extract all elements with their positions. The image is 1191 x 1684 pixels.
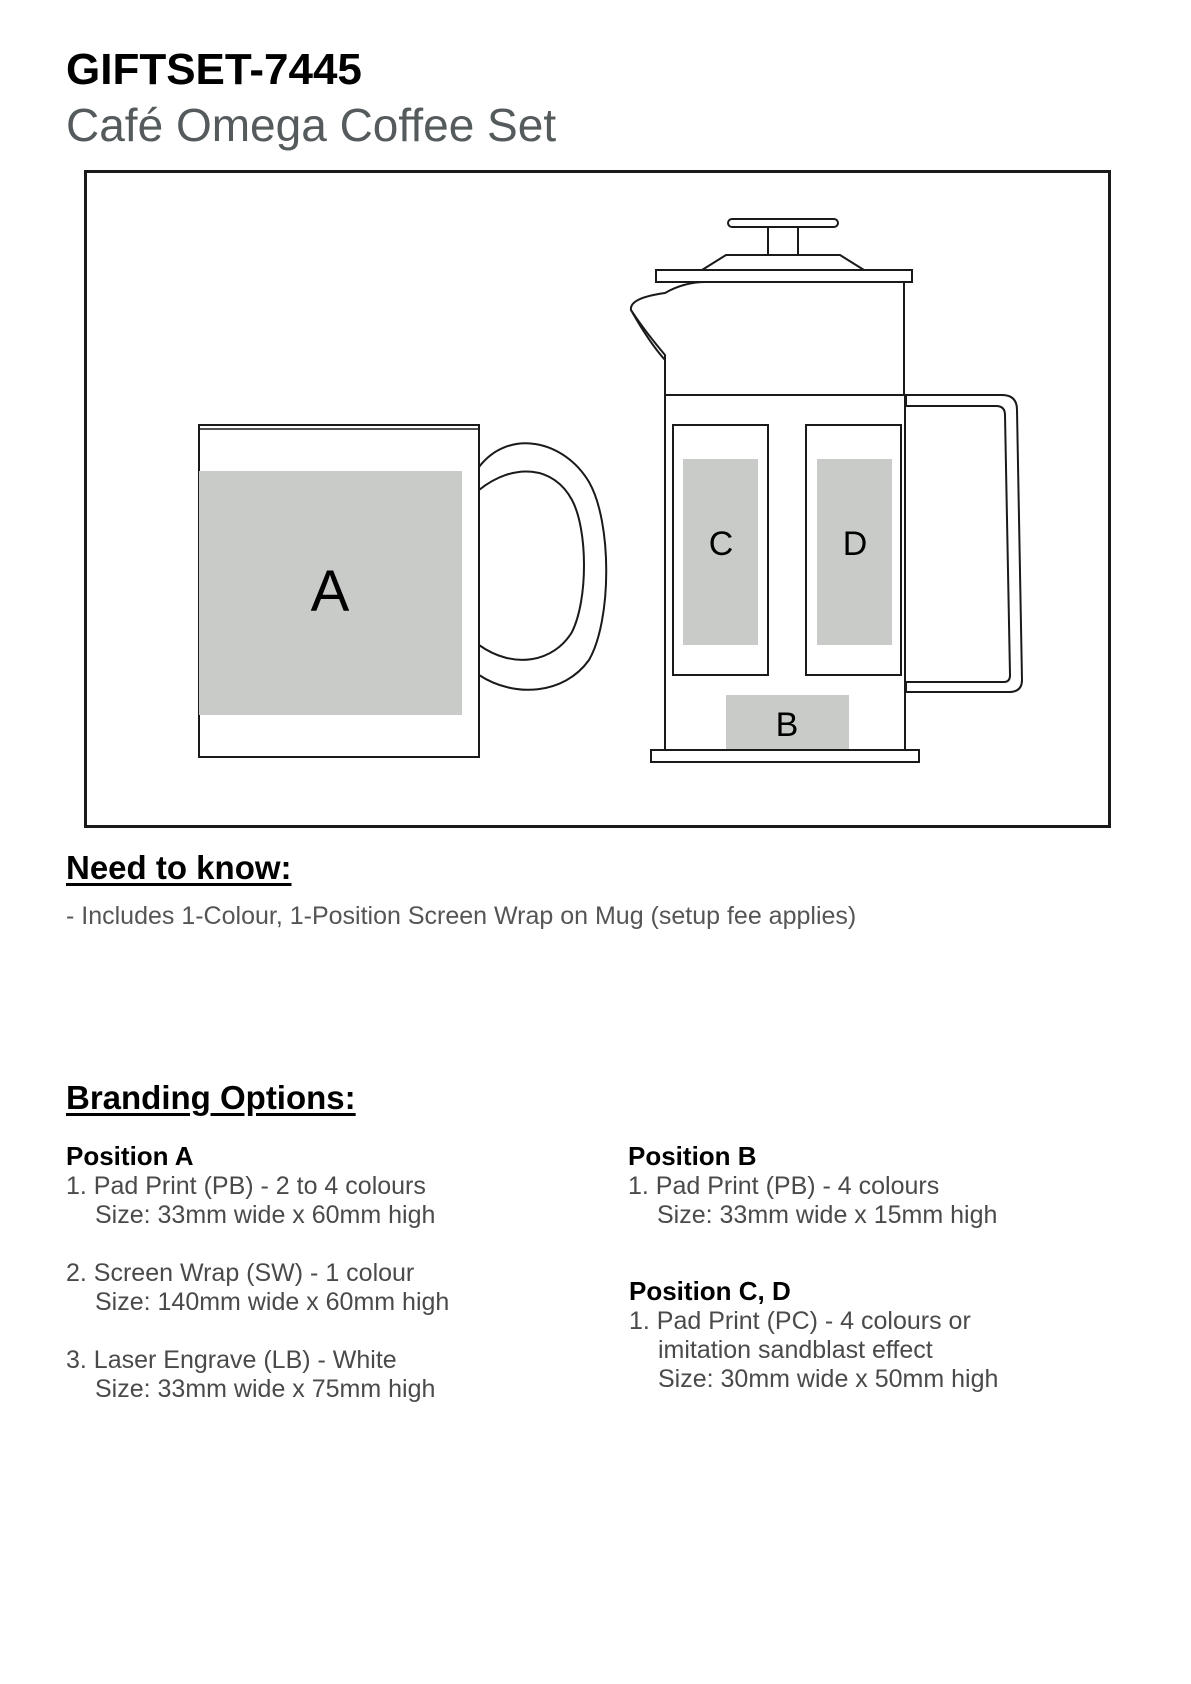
option-size: Size: 30mm wide x 50mm high [658,1365,999,1393]
position-a-option-1 [66,1172,435,1230]
need-to-know-heading: Need to know: [66,849,292,886]
option-extra: imitation sandblast effect [658,1336,933,1364]
position-b-option-1 [628,1172,997,1230]
position-a-option-2 [66,1259,449,1317]
label-b: B [775,706,799,744]
position-cd-option-1 [629,1307,998,1394]
option-method: 2. Screen Wrap (SW) - 1 colour [66,1259,415,1287]
label-d: D [842,525,868,563]
product-name: Café Omega Coffee Set [66,99,557,151]
need-to-know-item: - Includes 1-Colour, 1-Position Screen Wrap on Mug (setup fee applies) [66,902,857,930]
option-method: 3. Laser Engrave (LB) - White [66,1346,397,1374]
position-b-title: Position B [628,1141,757,1171]
option-size: Size: 33mm wide x 75mm high [95,1375,436,1403]
branding-diagram [84,170,1111,828]
plunger-knob [728,219,838,227]
press-base [651,750,919,762]
option-method: 1. Pad Print (PB) - 2 to 4 colours [66,1172,426,1200]
position-a-title: Position A [66,1141,194,1171]
label-a: A [310,559,350,624]
position-a-option-3 [66,1346,435,1404]
option-size: Size: 140mm wide x 60mm high [95,1288,450,1316]
option-size: Size: 33mm wide x 15mm high [657,1201,998,1229]
option-size: Size: 33mm wide x 60mm high [95,1201,436,1229]
product-code: GIFTSET-7445 [66,45,362,94]
option-method: 1. Pad Print (PB) - 4 colours [628,1172,940,1200]
label-c: C [708,525,734,563]
position-cd-title: Position C, D [629,1276,791,1306]
press-lid [656,270,912,282]
branding-options-heading: Branding Options: [66,1079,356,1116]
option-method: 1. Pad Print (PC) - 4 colours or [629,1307,971,1335]
press-spout [631,282,904,395]
